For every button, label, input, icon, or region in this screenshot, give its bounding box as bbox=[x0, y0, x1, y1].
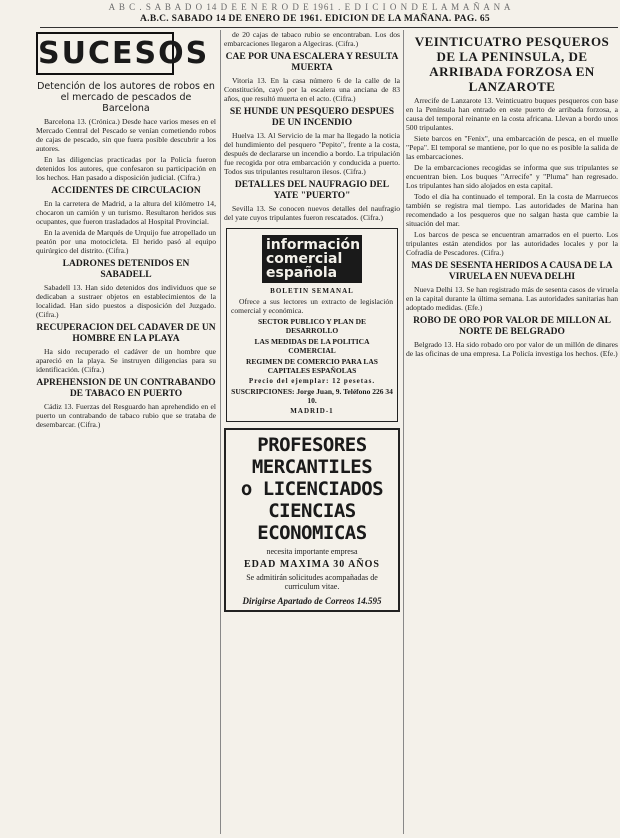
ad-subscriptions: SUSCRIPCIONES: Jorge Juan, 9. Teléfono 226 34 10. bbox=[231, 387, 393, 405]
paragraph: Sevilla 13. Se conocen nuevos detalles del naufragio del yate cuyos tripulantes fueron rescatados. (Cifra.) bbox=[224, 204, 400, 222]
headline: ROBO DE ORO POR VALOR DE MILLON AL NORTE DE BELGRADO bbox=[413, 316, 611, 337]
ad-line: necesita importante empresa bbox=[266, 547, 358, 556]
paragraph: En la carretera de Madrid, a la altura del kilómetro 14, chocaron un camión y un turismo. Resultaron heridos sus ocupantes, que fueron trasladados al Hospital Provincial. bbox=[36, 199, 216, 226]
ad-age: EDAD MAXIMA 30 AÑOS bbox=[244, 559, 380, 570]
column-1 bbox=[36, 30, 216, 834]
headline: MAS DE SESENTA HERIDOS A CAUSA DE LA VIRUELA EN NUEVA DELHI bbox=[411, 261, 613, 282]
ad-price: Precio del ejemplar: 12 pesetas. bbox=[248, 377, 376, 385]
job-advertisement bbox=[224, 428, 400, 612]
column-divider bbox=[403, 30, 404, 834]
paragraph: Huelva 13. Al Servicio de la mar ha llegado la noticia del hundimiento del pesquero "Pepito", frente a la costa, después de declararse un incendio a bordo. La tripulación fue recogida por otra embarcación y conducida a puerto. Todos sus tripulantes resultaron ilesos. (Cifra.) bbox=[224, 131, 400, 176]
section-title: SUCESOS bbox=[36, 32, 174, 75]
paragraph: Belgrado 13. Ha sido robado oro por valor de un millón de dinares de las oficinas de una empresa. La Policía investiga los hechos. (Efe.) bbox=[406, 340, 618, 358]
ad-heading: LAS MEDIDAS DE LA POLITICA COMERCIAL bbox=[254, 337, 370, 355]
paragraph: Siete barcos en "Fenix", una embarcación de pesca, en el muelle "Pepa". El temporal se mantiene, por lo que no es posible la salida de las embarcaciones. bbox=[406, 134, 618, 161]
paragraph: En las diligencias practicadas por la Policía fueron detenidos los autores, que confesaron su participación en los hechos. Han pasado a disposición judicial. (Cifra.) bbox=[36, 155, 216, 182]
paragraph: Sabadell 13. Han sido detenidos dos individuos que se dedicaban a sustraer objetos en establecimientos de la localidad. Han sido puestos a disposición del Juzgado. (Cifra.) bbox=[36, 283, 216, 319]
masthead-rule bbox=[40, 27, 618, 28]
ad-big-heading: o LICENCIADOS CIENCIAS ECONOMICAS bbox=[240, 478, 384, 544]
paragraph: Barcelona 13. (Crónica.) Desde hace varios meses en el Mercado Central del Pescado se venían cometiendo robos de cajas de pescado, sin que fuera posible descubrir a los autores. bbox=[36, 117, 216, 153]
paragraph: En la avenida de Marqués de Urquijo fue atropellado un peatón por una motocicleta. El herido pasó al equipo quirúrgico del distrito. (Cifra.) bbox=[36, 228, 216, 255]
ad-line: Se admitirán solicitudes acompañadas de curriculum vitae. bbox=[246, 573, 378, 591]
headline: DETALLES DEL NAUFRAGIO DEL YATE "PUERTO" bbox=[234, 180, 390, 201]
headline: CAE POR UNA ESCALERA Y RESULTA MUERTA bbox=[225, 52, 399, 73]
paragraph: Todo el día ha continuado el temporal. En la costa de Marruecos también se registra mal tiempo. Las autoridades de Marina han recomendado a los pesqueros que no salgan hasta que cambie la situación del mar. bbox=[406, 192, 618, 228]
ad-heading: SECTOR PUBLICO Y PLAN DE DESARROLLO bbox=[257, 317, 367, 335]
headline: LADRONES DETENIDOS EN SABADELL bbox=[62, 259, 190, 280]
ad-text: Ofrece a sus lectores un extracto de legislación comercial y económica. bbox=[231, 297, 393, 315]
article-subheadline: Detención de los autores de robos en el mercado de pescados de Barcelona bbox=[37, 81, 215, 114]
ad-city: MADRID-1 bbox=[290, 407, 334, 415]
headline: RECUPERACION DEL CADAVER DE UN HOMBRE EN LA PLAYA bbox=[36, 323, 216, 344]
paragraph: Arrecife de Lanzarote 13. Veinticuatro buques pesqueros con base en la Península han entrado en este puerto de arribada forzosa, a causa del temporal reinante en la costa africana. Llevan a bordo unos 500 tripulantes. bbox=[406, 96, 618, 132]
main-headline: VEINTICUATRO PESQUEROS DE LA PENINSULA, DE ARRIBADA FORZOSA EN LANZAROTE bbox=[414, 34, 610, 94]
paragraph: de 20 cajas de tabaco rubio se encontraban. Los dos embarcaciones llegaron a Algeciras. (Cifra.) bbox=[224, 30, 400, 48]
paragraph: Ha sido recuperado el cadáver de un hombre que apareció en la playa. Se instruyen diligencias para su identificación. (Cifra.) bbox=[36, 347, 216, 374]
masthead: A.B.C. SABADO 14 DE ENERO DE 1961. EDICION DE LA MAÑANA. PAG. 65 bbox=[140, 14, 490, 24]
paragraph: Vitoria 13. En la casa número 6 de la calle de la Constitución, cayó por la escalera una anciana de 83 años, que resultó muerta en el acto. (Cifra.) bbox=[224, 76, 400, 103]
ad-big-heading: PROFESORES MERCANTILES bbox=[251, 434, 373, 478]
paragraph: Cádiz 13. Fuerzas del Resguardo han aprehendido en el puerto un contrabando de tabaco rubio que se trataba de desembarcar. (Cifra.) bbox=[36, 402, 216, 429]
advertisement-info-comercial bbox=[226, 228, 398, 422]
column-divider bbox=[220, 30, 221, 834]
headline: SE HUNDE UN PESQUERO DESPUES DE UN INCENDIO bbox=[229, 107, 395, 128]
paragraph: Nueva Delhi 13. Se han registrado más de sesenta casos de viruela en la capital durante la última semana. Las autoridades sanitarias han adoptado medidas. (Efe.) bbox=[406, 285, 618, 312]
ad-title: información comercial española bbox=[262, 235, 362, 283]
headline: APREHENSION DE UN CONTRABANDO DE TABACO EN PUERTO bbox=[36, 378, 216, 399]
column-2 bbox=[224, 30, 400, 834]
ad-heading: REGIMEN DE COMERCIO PARA LAS CAPITALES ESPAÑOLAS bbox=[246, 357, 378, 375]
column-3 bbox=[406, 30, 618, 834]
paragraph: De la embarcaciones recogidas se informa que sus tripulantes se encuentran bien. Los buques "Arrecife" y "Pluma" han regresado. Los tripulantes han sido alojados en esta capital. bbox=[406, 163, 618, 190]
headline: ACCIDENTES DE CIRCULACION bbox=[51, 186, 201, 196]
ad-subtitle: BOLETIN SEMANAL bbox=[270, 287, 354, 295]
page-top-text: A B C . S A B A D O 14 D E E N E R O D E 1961 . E D I C I O N D E L A M A Ñ A N A bbox=[108, 2, 512, 12]
paragraph: Los barcos de pesca se encuentran amarrados en el puerto. Los tripulantes están atendidos por las autoridades locales y por la Cofradía de Pescadores. (Cifra.) bbox=[406, 230, 618, 257]
ad-contact: Dirigirse Apartado de Correos 14.595 bbox=[242, 596, 382, 606]
